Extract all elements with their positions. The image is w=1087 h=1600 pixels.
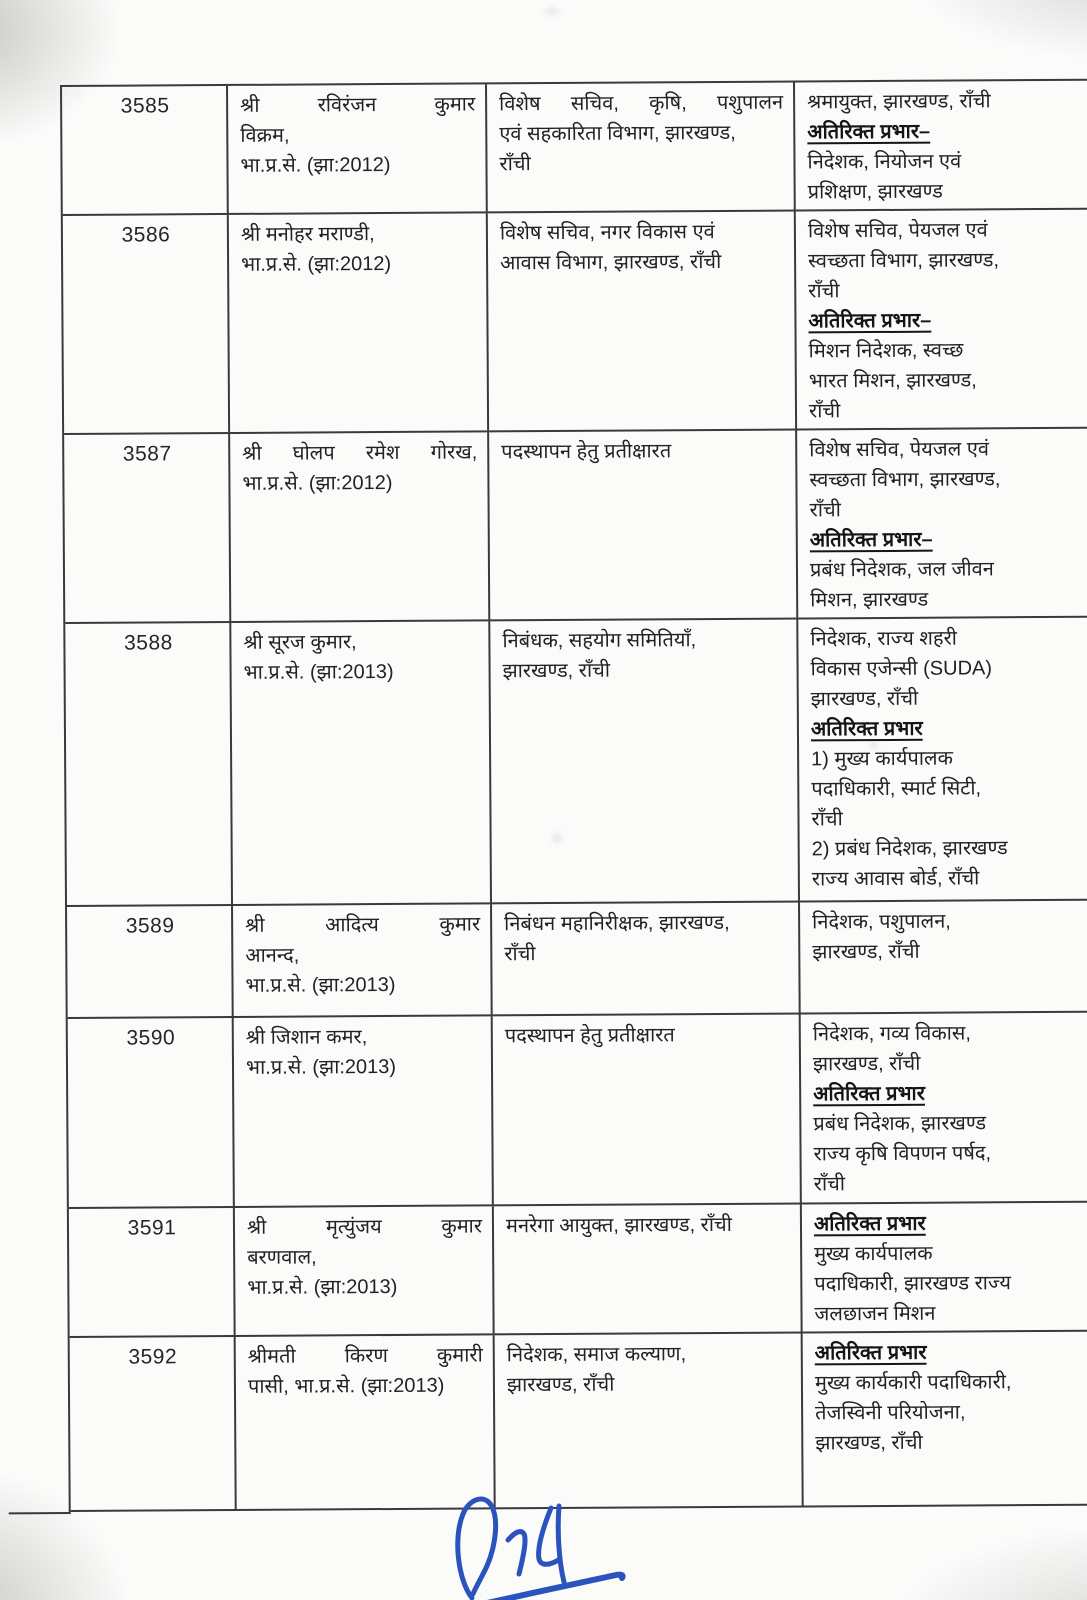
additional-charge-heading: अतिरिक्त प्रभार <box>814 1341 927 1365</box>
cell-text-line: मिशन निदेशक, स्वच्छ <box>808 339 964 363</box>
serial-cell: 3590 <box>68 1018 235 1207</box>
cell-text-line: पदाधिकारी, झारखण्ड राज्य <box>814 1272 1012 1296</box>
officer-name-cell <box>236 1335 496 1509</box>
cell-text-line: बरणवाल, <box>247 1246 317 1269</box>
table-row <box>70 1331 1087 1512</box>
cell-text-line: राँची <box>808 280 840 303</box>
cell-text-line: श्री आदित्य कुमार <box>245 913 481 937</box>
cell-text-line: श्री रविरंजन कुमार <box>240 93 476 117</box>
cell-text-line: स्वच्छता विभाग, झारखण्ड, <box>808 249 1000 273</box>
table-row <box>65 617 1087 907</box>
serial-cell: 3591 <box>69 1208 236 1336</box>
officer-name-cell <box>234 1016 494 1206</box>
officer-name-cell <box>231 621 492 904</box>
handwritten-signature <box>438 1492 643 1600</box>
cell-text-line: झारखण्ड, राँची <box>815 1431 923 1455</box>
cell-text-line: प्रबंध निदेशक, झारखण्ड <box>813 1112 987 1136</box>
cell-text-line: विक्रम, <box>240 124 290 147</box>
cell-text-line: भा.प्र.से. (झा:2012) <box>241 252 392 276</box>
cell-text-line: राँची <box>504 943 536 966</box>
officer-name-cell <box>228 84 488 213</box>
cell-text-line: निदेशक, गव्य विकास, <box>812 1022 972 1046</box>
cell-text-line: मनरेगा आयुक्त, झारखण्ड, राँची <box>505 1213 732 1238</box>
additional-charge-heading: अतिरिक्त प्रभार <box>813 1082 925 1106</box>
serial-cell: 3592 <box>70 1337 237 1510</box>
current-posting-cell <box>487 83 796 212</box>
new-posting-cell <box>798 617 1087 900</box>
cell-text-line: भा.प्र.से. (झा:2013) <box>243 660 394 684</box>
cell-text-line: राज्य कृषि विपणन पर्षद, <box>813 1142 992 1166</box>
table-bottom-rule-extension <box>9 1512 71 1514</box>
cell-text-line: राँची <box>499 153 531 176</box>
table-row <box>67 900 1087 1019</box>
cell-text-line: झारखण्ड, राँची <box>502 659 611 683</box>
cell-text-line: एवं सहकारिता विभाग, झारखण्ड, <box>499 121 736 146</box>
cell-text-line: निबंधन महानिरीक्षक, झारखण्ड, <box>504 911 730 936</box>
new-posting-cell <box>796 209 1087 428</box>
cell-text-line: भारत मिशन, झारखण्ड, <box>808 369 977 393</box>
current-posting-cell <box>492 902 801 1014</box>
cell-text-line: 2) प्रबंध निदेशक, झारखण्ड <box>811 837 1008 861</box>
cell-text-line: झारखण्ड, राँची <box>506 1373 615 1397</box>
current-posting-cell <box>489 431 798 620</box>
cell-text-line: निबंधक, सहयोग समितियाँ, <box>502 629 697 653</box>
signature-stroke <box>458 1499 564 1598</box>
cell-text-line: श्री मृत्युंजय कुमार <box>246 1215 483 1239</box>
cell-text-line: झारखण्ड, राँची <box>810 687 919 711</box>
cell-text-line: राँची <box>809 499 841 522</box>
table-row <box>63 209 1087 435</box>
cell-text-line: आनन्द, <box>245 944 300 967</box>
new-posting-cell <box>802 1202 1087 1331</box>
new-posting-cell <box>803 1331 1087 1505</box>
current-posting-cell <box>495 1333 804 1507</box>
cell-text-line: प्रशिक्षण, झारखण्ड <box>807 180 943 204</box>
cell-text-line: राँची <box>811 808 843 831</box>
new-posting-cell <box>801 1012 1087 1202</box>
cell-text-line: स्वच्छता विभाग, झारखण्ड, <box>809 468 1001 492</box>
table-row <box>68 1012 1087 1209</box>
cell-text-line: पदाधिकारी, स्मार्ट सिटी, <box>811 777 982 801</box>
additional-charge-heading: अतिरिक्त प्रभार– <box>809 528 933 552</box>
cell-text-line: श्री सूरज कुमार, <box>243 631 357 654</box>
additional-charge-heading: अतिरिक्त प्रभार <box>810 717 923 741</box>
cell-text-line: निदेशक, पशुपालन, <box>812 910 951 934</box>
current-posting-cell <box>493 1014 802 1204</box>
current-posting-cell <box>488 212 797 431</box>
cell-text-line: राँची <box>813 1173 846 1196</box>
officer-name-cell <box>229 213 489 432</box>
table-row <box>64 428 1087 624</box>
new-posting-cell <box>795 80 1087 209</box>
officer-name-cell <box>233 904 493 1016</box>
cell-text-line: श्री जिशान कमर, <box>245 1026 368 1049</box>
cell-text-line: निदेशक, नियोजन एवं <box>807 150 962 174</box>
officer-name-cell <box>235 1206 495 1335</box>
cell-text-line: श्रीमती किरण कुमारी <box>247 1344 483 1368</box>
cell-text-line: विशेष सचिव, पेयजल एवं <box>809 438 990 462</box>
cell-text-line: भा.प्र.से. (झा:2012) <box>240 153 391 177</box>
cell-text-line: तेजस्विनी परियोजना, <box>815 1401 966 1425</box>
cell-text-line: झारखण्ड, राँची <box>812 1052 921 1076</box>
cell-text-line: मुख्य कार्यकारी पदाधिकारी, <box>814 1371 1012 1395</box>
cell-text-line: झारखण्ड, राँची <box>812 940 920 964</box>
current-posting-cell <box>490 620 800 903</box>
cell-text-line: विशेष सचिव, पेयजल एवं <box>807 219 988 243</box>
additional-charge-heading: अतिरिक्त प्रभार– <box>807 120 931 144</box>
cell-text-line: निदेशक, समाज कल्याण, <box>506 1343 687 1367</box>
scan-smudge <box>545 8 559 14</box>
cell-text-line: मिशन, झारखण्ड <box>810 588 929 612</box>
cell-text-line: आवास विभाग, झारखण्ड, राँची <box>500 250 722 275</box>
cell-text-line: जलछाजन मिशन <box>814 1302 936 1326</box>
serial-cell: 3589 <box>67 906 234 1017</box>
cell-text-line: भा.प्र.से. (झा:2013) <box>245 1055 397 1079</box>
cell-text-line: प्रबंध निदेशक, जल जीवन <box>809 558 994 582</box>
cell-text-line: 1) मुख्य कार्यपालक <box>811 747 953 771</box>
cell-text-line: निदेशक, राज्य शहरी <box>810 627 957 651</box>
cell-text-line: श्री मनोहर मराण्डी, <box>240 223 375 246</box>
cell-text-line: श्री घोलप रमेश गोरख, <box>242 441 478 465</box>
cell-text-line: विकास एजेन्सी (SUDA) <box>810 657 993 681</box>
current-posting-cell <box>494 1204 803 1333</box>
cell-text-line: पदस्थापन हेतु प्रतीक्षारत <box>504 1024 675 1048</box>
additional-charge-heading: अतिरिक्त प्रभार <box>813 1212 926 1236</box>
cell-text-line: विशेष सचिव, कृषि, पशुपालन <box>499 91 784 116</box>
cell-text-line: मुख्य कार्यपालक <box>814 1242 933 1266</box>
table-row <box>69 1202 1087 1338</box>
additional-charge-heading: अतिरिक्त प्रभार– <box>808 309 932 333</box>
officer-transfer-table <box>60 78 1087 1512</box>
serial-cell: 3586 <box>63 215 230 433</box>
new-posting-cell <box>797 428 1087 617</box>
officer-name-cell <box>230 432 490 621</box>
table-row <box>62 80 1087 216</box>
cell-text-line: पासी, भा.प्र.से. (झा:2013) <box>247 1374 445 1398</box>
cell-text-line: श्रमायुक्त, झारखण्ड, राँची <box>807 90 991 114</box>
cell-text-line: भा.प्र.से. (झा:2012) <box>242 471 393 495</box>
serial-cell: 3587 <box>64 434 231 622</box>
cell-text-line: विशेष सचिव, नगर विकास एवं <box>499 221 715 245</box>
cell-text-line: पदस्थापन हेतु प्रतीक्षारत <box>501 440 672 464</box>
cell-text-line: राँची <box>808 400 841 423</box>
cell-text-line: राज्य आवास बोर्ड, राँची <box>811 867 980 891</box>
cell-text-line: भा.प्र.से. (झा:2013) <box>245 973 396 997</box>
serial-cell: 3585 <box>62 86 229 214</box>
serial-cell: 3588 <box>65 623 233 905</box>
cell-text-line: भा.प्र.से. (झा:2013) <box>247 1275 398 1299</box>
new-posting-cell <box>800 900 1087 1012</box>
